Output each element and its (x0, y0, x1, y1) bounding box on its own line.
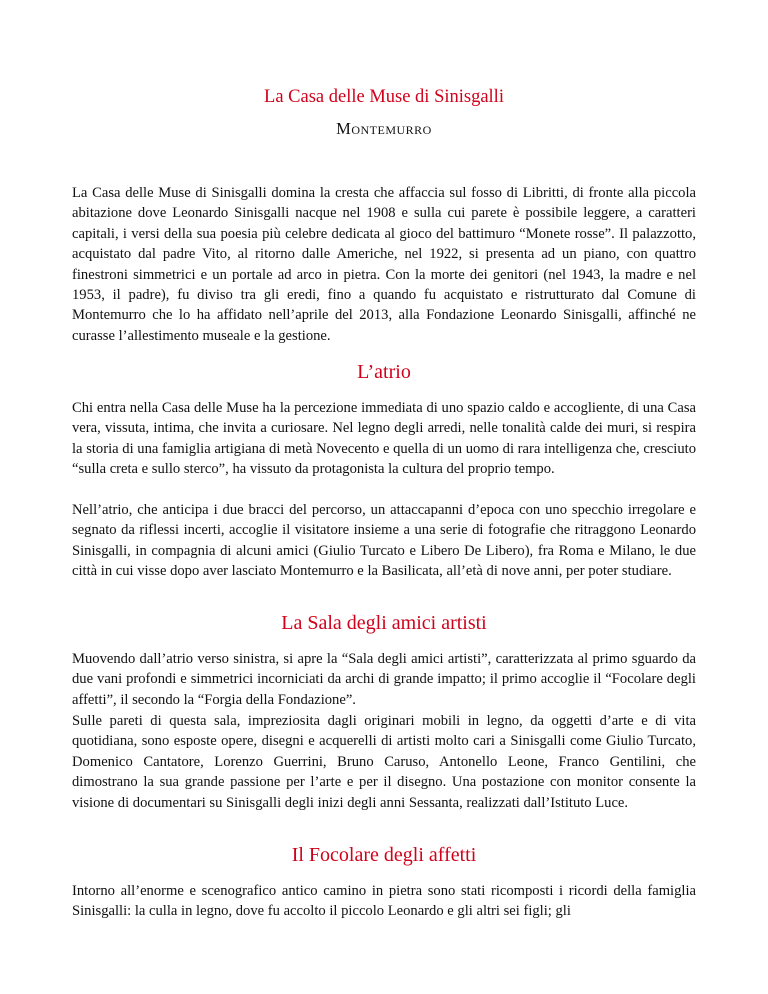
sala-paragraph-2: Sulle pareti di questa sala, impreziosita dagli originari mobili in legno, da oggetti d’arte e di vita quotidiana, sono esposte opere, disegni e acquerelli di artisti molto cari a Sinisgalli come Giulio Turcato, Domenico Cantatore, Lorenzo Guerrini, Bruno Caruso, Antonello Leone, Franco Gentilini, che dimostrano la sua grande passione per l’arte e per il disegno. Una postazione con monitor consente la visione di documentari su Sinisgalli degli inizi degli anni Sessanta, realizzati dall’Istituto Luce. (72, 713, 696, 811)
intro-paragraph: La Casa delle Muse di Sinisgalli domina la cresta che affaccia sul fosso di Libritti, di fronte alla piccola abitazione dove Leonardo Sinisgalli nacque nel 1908 e sulla cui parete è possibile leggere, a caratteri capitali, i versi della sua poesia più celebre dedicata al gioco del battimuro “Monete rosse”. Il palazzotto, acquistato dal padre Vito, al ritorno dalle Americhe, nel 1922, si presenta ad un piano, con quattro finestroni simmetrici e un portale ad arco in pietra. Con la morte dei genitori (nel 1943, la madre e nel 1953, il padre), fu diviso tra gli eredi, fino a quando fu acquistato e ristrutturato dal Comune di Montemurro che lo ha affidato nell’aprile del 2013, alla Fondazione Leonardo Sinisgalli, affinché ne curasse l’allestimento museale e la gestione. (72, 185, 696, 344)
focolare-paragraph-1: Intorno all’enorme e scenografico antico camino in pietra sono stati ricomposti i ricordi della famiglia Sinisgalli: la culla in legno, dove fu accolto il piccolo Leonardo e gli altri sei figli; gli (72, 883, 696, 920)
document-title: La Casa delle Muse di Sinisgalli (264, 87, 504, 107)
section-heading-sala-amici: La Sala degli amici artisti (281, 612, 487, 634)
atrio-paragraph-1: Chi entra nella Casa delle Muse ha la percezione immediata di uno spazio caldo e accogliente, di una Casa vera, vissuta, intima, che invita a curiosare. Nel legno degli arredi, nelle tonalità calde dei muri, si respira la storia di una famiglia artigiana di metà Novecento e quella di un uomo di rara intelligenza che, cresciuto “sulla creta e sullo sterco”, ha vissuto da protagonista la cultura del proprio tempo. (72, 400, 696, 478)
document-subtitle: Montemurro (336, 119, 432, 138)
section-heading-atrio: L’atrio (357, 361, 411, 383)
atrio-paragraph-2: Nell’atrio, che anticipa i due bracci del percorso, un attaccapanni d’epoca con uno specchio irregolare e segnato da riflessi incerti, accoglie il visitatore insieme a una serie di fotografie che ritraggono Leonardo Sinisgalli, in compagnia di alcuni amici (Giulio Turcato e Libero De Libero), fra Roma e Milano, le due città in cui visse dopo aver lasciato Montemurro e la Basilicata, all’età di nove anni, per poter studiare. (72, 502, 696, 580)
section-heading-focolare: Il Focolare degli affetti (291, 844, 477, 866)
sala-paragraph-1: Muovendo dall’atrio verso sinistra, si apre la “Sala degli amici artisti”, caratterizzata al primo sguardo da due vani profondi e simmetrici incorniciati da archi di grande impatto; il primo accoglie il “Focolare degli affetti”, il secondo la “Forgia della Fondazione”. (72, 651, 696, 708)
